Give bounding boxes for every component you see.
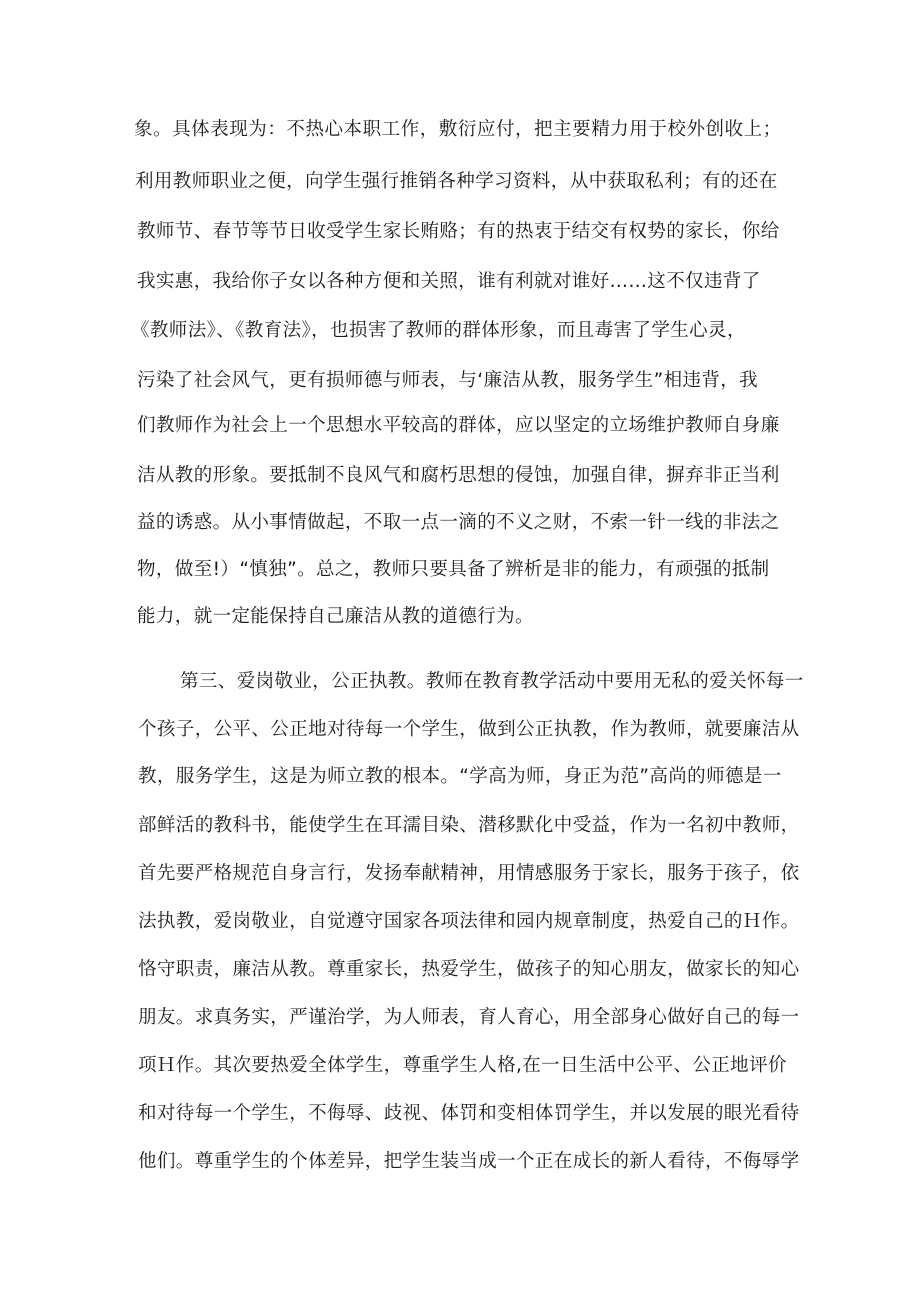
paragraph-1-line-11: 能力，就一定能保持自己廉洁从教的道德行为。 — [137, 606, 534, 627]
paragraph-2-line-6: 法执教，爱岗敬业，自觉遵守国家各项法律和园内规章制度，热爱自己的Ｈ作。 — [138, 911, 800, 932]
paragraph-2-line-8: 朋友。求真务实，严谨治学，为人师表，育人育心，用全部身心做好自己的每一 — [138, 1007, 800, 1028]
paragraph-2-line-5: 首先要严格规范自身言行，发扬奉献精神，用情感服务于家长，服务于孩子，依 — [138, 863, 800, 884]
paragraph-2-line-4: 部鲜活的教科书，能使学生在耳濡目染、潜移默化中受益，作为一名初中教师， — [138, 815, 800, 836]
paragraph-2-line-9: 项Ｈ作。其次要热爱全体学生，尊重学生人格,在一日生活中公平、公正地评价 — [138, 1055, 787, 1076]
paragraph-2-line-3: 教，服务学生，这是为师立教的根本。“学高为师，身正为范”高尚的师德是一 — [138, 766, 782, 787]
paragraph-2-line-7: 恪守职责，廉洁从教。尊重家长，热爱学生，做孩子的知心朋友，做家长的知心 — [138, 959, 800, 980]
paragraph-1-line-9: 益的诱惑。从小事情做起，不取一点一滴的不义之财，不索一针一线的非法之 — [137, 512, 780, 533]
paragraph-1-line-2: 利用教师职业之便，向学生强行推销各种学习资料，从中获取私利；有的还在 — [135, 171, 778, 192]
paragraph-2-line-2: 个孩子，公平、公正地对待每一个学生，做到公正执教，作为教师，就要廉洁从 — [138, 719, 800, 740]
paragraph-1-line-10: 物，做至!）“慎独”。总之，教师只要具备了辨析是非的能力，有顽强的抵制 — [137, 559, 770, 580]
paragraph-1-line-6: 污染了社会风气，更有损师德与师表，与‘廉洁从教，服务学生”相违背，我 — [137, 370, 759, 391]
paragraph-1-line-1: 象。具体表现为：不热心本职工作，敷衍应付，把主要精力用于校外创收上； — [134, 119, 782, 140]
paragraph-2-line-11: 他们。尊重学生的个体差异，把学生装当成一个正在成长的新人看待，不侮辱学 — [138, 1151, 800, 1172]
paragraph-2-line-1: 第三、爱岗敬业，公正执教。教师在教育教学活动中要用无私的爱关怀每一 — [180, 671, 804, 692]
paragraph-1-line-5: 《教师法》、《教育法》，也损害了教师的群体形象，而且毒害了学生心灵， — [131, 320, 746, 341]
paragraph-1-line-3: 教师节、春节等节日收受学生家长贿赂；有的热衷于结交有权势的家长，你给 — [137, 221, 780, 242]
paragraph-1-line-8: 洁从教的形象。要抵制不良风气和腐朽思想的侵蚀，加强自律，摒弃非正当利 — [137, 465, 780, 486]
paragraph-1-line-7: 们教师作为社会上一个思想水平较高的群体，应以坚定的立场维护教师自身廉 — [137, 415, 780, 436]
paragraph-2-line-10: 和对待每一个学生，不侮辱、歧视、体罚和变相体罚学生，并以发展的眼光看待 — [138, 1103, 800, 1124]
paragraph-1-line-4: 我实惠，我给你子女以各种方便和关照，谁有利就对谁好……这不仅违背了 — [137, 271, 761, 292]
